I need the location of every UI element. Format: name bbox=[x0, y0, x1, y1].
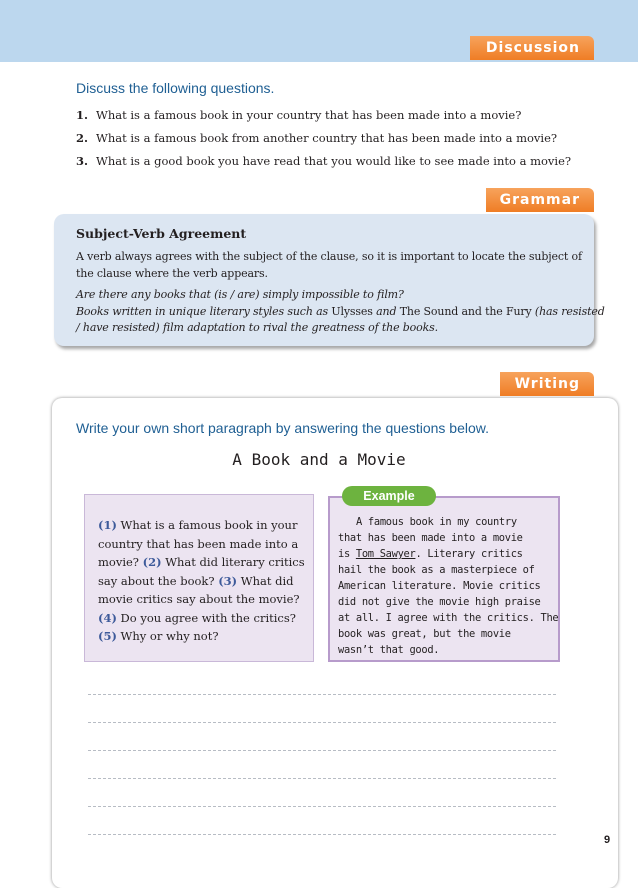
question-number: 2. bbox=[76, 131, 89, 145]
discussion-question-1 bbox=[76, 108, 521, 122]
writing-tab-label: Writing bbox=[514, 376, 580, 392]
grammar-tab bbox=[486, 188, 594, 212]
example-text: . Literary critics bbox=[415, 548, 523, 560]
example-line: wasn’t that good. bbox=[338, 644, 440, 656]
writing-line[interactable] bbox=[88, 778, 556, 779]
grammar-example-title: Ulysses bbox=[331, 305, 373, 318]
grammar-title: Subject-Verb Agreement bbox=[76, 226, 247, 241]
example-book-title: Tom Sawyer bbox=[355, 548, 416, 560]
prompt-number: (1) bbox=[98, 518, 117, 532]
writing-line[interactable] bbox=[88, 750, 556, 751]
example-line: at all. I agree with the critics. The bbox=[338, 612, 559, 624]
example-line: book was great, but the movie bbox=[338, 628, 511, 640]
discussion-question-2 bbox=[76, 131, 557, 145]
example-line: hail the book as a masterpiece of bbox=[338, 564, 535, 576]
prompt-text bbox=[98, 516, 306, 646]
prompt-number: (4) bbox=[98, 610, 117, 625]
grammar-example-part: (has resisted bbox=[531, 305, 605, 318]
prompt-number: (2) bbox=[142, 555, 162, 569]
grammar-example-line: / have resisted) film adaptation to rival the greatness of the books. bbox=[76, 321, 438, 334]
writing-title: Write your own short paragraph by answering the questions below. bbox=[76, 420, 489, 436]
example-badge: Example bbox=[342, 486, 436, 506]
writing-line[interactable] bbox=[88, 806, 556, 807]
grammar-rule-line: the clause where the verb appears. bbox=[76, 267, 268, 280]
grammar-example-line bbox=[76, 305, 605, 318]
example-line: that has been made into a movie bbox=[338, 532, 523, 544]
question-number: 1. bbox=[76, 108, 89, 122]
prompt-question: What did literary critics say about the book? bbox=[98, 555, 305, 588]
page-number: 9 bbox=[604, 834, 611, 846]
grammar-tab-label: Grammar bbox=[499, 192, 580, 208]
writing-tab bbox=[500, 372, 594, 396]
grammar-example-part: Books written in unique literary styles such as bbox=[76, 305, 332, 318]
question-text: What is a famous book in your country that has been made into a movie? bbox=[96, 108, 522, 122]
writing-line[interactable] bbox=[88, 722, 556, 723]
prompt-number: (3) bbox=[218, 573, 238, 588]
writing-line[interactable] bbox=[88, 694, 556, 695]
question-text: What is a famous book from another country that has been made into a movie? bbox=[96, 131, 558, 145]
writing-subtitle: A Book and a Movie bbox=[232, 450, 406, 469]
prompt-question: What did movie critics say about the movie? bbox=[98, 573, 300, 606]
prompt-number: (5) bbox=[98, 629, 117, 643]
grammar-example-title: The Sound and the Fury bbox=[399, 305, 532, 318]
grammar-rule-line: A verb always agrees with the subject of the clause, so it is important to locate the subject of bbox=[76, 250, 582, 263]
example-line: A famous book in my country bbox=[356, 516, 517, 528]
example-text: is bbox=[338, 548, 356, 560]
writing-line[interactable] bbox=[88, 834, 556, 835]
discussion-title: Discuss the following questions. bbox=[76, 80, 275, 96]
discussion-tab-label: Discussion bbox=[485, 40, 580, 56]
discussion-tab bbox=[470, 36, 594, 60]
discussion-question-3 bbox=[76, 154, 571, 168]
example-line: did not give the movie high praise bbox=[338, 596, 541, 608]
example-line bbox=[338, 548, 548, 560]
prompt-question: What is a famous book in your country that has been made into a movie? bbox=[98, 518, 299, 569]
question-number: 3. bbox=[76, 154, 89, 168]
example-line: American literature. Movie critics bbox=[338, 580, 541, 592]
prompt-question: Why or why not? bbox=[120, 629, 219, 643]
question-text: What is a good book you have read that you would like to see made into a movie? bbox=[96, 154, 572, 168]
grammar-example-part: and bbox=[372, 305, 400, 318]
grammar-example-line: Are there any books that (is / are) simply impossible to film? bbox=[76, 288, 404, 301]
prompt-question: Do you agree with the critics? bbox=[120, 610, 296, 625]
